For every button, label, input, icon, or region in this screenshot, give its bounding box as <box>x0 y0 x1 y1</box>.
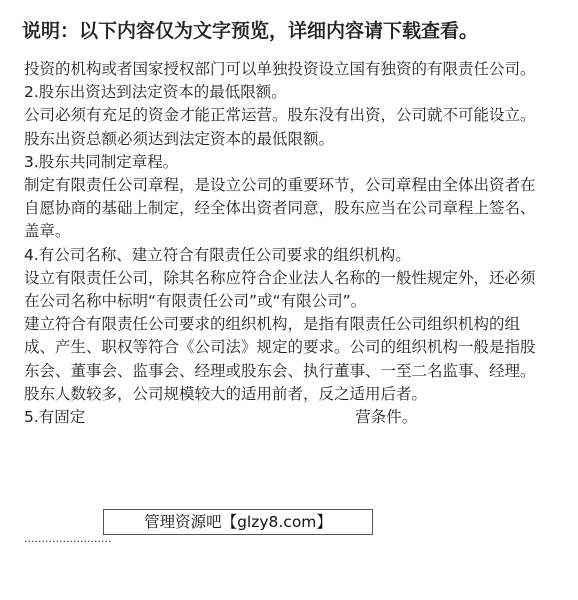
paragraph: 2.股东出资达到法定资本的最低限额。 <box>24 83 287 102</box>
document-body <box>24 58 544 429</box>
paragraph-start: 5.有固定 <box>24 408 86 427</box>
preview-notice: 说明：以下内容仅为文字预览，详细内容请下载查看。 <box>22 20 479 42</box>
paragraph: 设立有限责任公司，除其名称应符合企业法人名称的一般性规定外，还必须在公司名称中标明“有限责任公司”或“有限公司”。 <box>24 268 536 311</box>
paragraph: 3.股东共同制定章程。 <box>24 152 179 171</box>
paragraph-truncated <box>24 406 544 429</box>
paragraph: 建立符合有限责任公司要求的组织机构，是指有限责任公司组织机构的组成、产生、职权等符合《公司法》规定的要求。公司的组织机构一般是指股东会、董事会、监事会、经理或股东会、执行董事、一至二名监事、经理。股东人数较多，公司规模较大的适用前者，反之适用后者。 <box>24 315 536 403</box>
paragraph: 投资的机构或者国家授权部门可以单独投资设立国有独资的有限责任公司。 <box>24 60 536 78</box>
paragraph: 4.有公司名称、建立符合有限责任公司要求的组织机构。 <box>24 245 411 264</box>
paragraph-end: 营条件。 <box>355 408 418 427</box>
watermark-banner: 管理资源吧【glzy8.com】 <box>103 509 373 535</box>
paragraph: 制定有限责任公司章程，是设立公司的重要环节，公司章程由全体出资者在自愿协商的基础上制定，经全体出资者同意，股东应当在公司章程上签名、盖章。 <box>24 176 536 241</box>
continuation-dots: ························· <box>24 535 112 548</box>
paragraph: 公司必须有充足的资金才能正常运营。股东没有出资，公司就不可能设立。股东出资总额必须达到法定资本的最低限额。 <box>24 106 536 148</box>
